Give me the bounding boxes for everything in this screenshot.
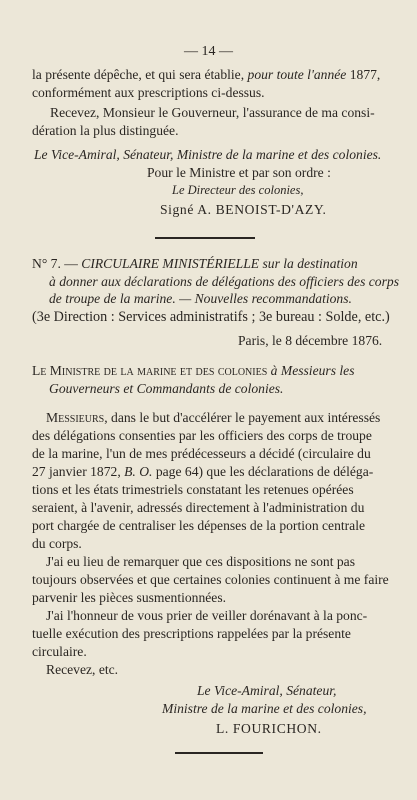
body-line: toujours observées et que certaines colonies continuent à me faire xyxy=(32,572,389,587)
circular-heading: N° 7. — CIRCULAIRE MINISTÉRIELLE sur la destination xyxy=(32,256,358,271)
date-line: Paris, le 8 décembre 1876. xyxy=(238,333,383,348)
body-line: J'ai l'honneur de vous prier de veiller dorénavant à la ponc- xyxy=(46,608,368,623)
body-line: du corps. xyxy=(32,536,82,551)
final-signature-title: Le Vice-Amiral, Sénateur, xyxy=(197,683,337,698)
body-line: parvenir les pièces susmentionnées. xyxy=(32,590,227,605)
section-divider xyxy=(155,237,255,239)
body-line: tuelle exécution des prescriptions rappelées par la présente xyxy=(32,626,351,641)
page-number: — 14 — xyxy=(184,44,233,59)
body-line: des délégations consenties par les officiers des corps de troupe xyxy=(32,428,372,443)
body-line: J'ai eu lieu de remarquer que ces dispositions ne sont pas xyxy=(46,554,355,569)
body-line: 27 janvier 1872, B. O. page 64) que les déclarations de déléga- xyxy=(32,464,374,479)
body-line: port chargée de centraliser les dépenses de la portion centrale xyxy=(32,518,366,533)
closing-line: Recevez, etc. xyxy=(46,662,119,677)
body-line: circulaire. xyxy=(32,644,87,659)
circular-heading-line: de troupe de la marine. — Nouvelles recommandations. xyxy=(49,291,352,306)
addressee-line: Gouverneurs et Commandants de colonies. xyxy=(49,381,284,396)
addressee-line: Le Ministre de la marine et des colonies à Messieurs les xyxy=(32,363,355,378)
final-signature-ministry: Ministre de la marine et des colonies, xyxy=(162,701,367,716)
text-line: Recevez, Monsieur le Gouverneur, l'assurance de ma consi- xyxy=(50,105,375,120)
text-line: conformément aux prescriptions ci-dessus. xyxy=(32,85,265,100)
signature-name: Signé A. BENOIST-D'AZY. xyxy=(160,202,327,217)
signature-line: Le Vice-Amiral, Sénateur, Ministre de la marine et des colonies. xyxy=(34,147,382,162)
circular-heading-line: à donner aux déclarations de délégations des officiers des corps xyxy=(49,274,399,289)
signature-order: Pour le Ministre et par son ordre : xyxy=(147,165,331,180)
direction-line: (3e Direction : Services administratifs ; 3e bureau : Solde, etc.) xyxy=(32,309,390,325)
text-line: dération la plus distinguée. xyxy=(32,123,179,138)
body-line: Messieurs, dans le but d'accélérer le payement aux intéressés xyxy=(46,410,381,425)
body-line: seraient, à l'avenir, adressés directement à l'administration du xyxy=(32,500,365,515)
body-line: de la marine, l'un de mes prédécesseurs a décidé (circulaire du xyxy=(32,446,371,461)
body-line: tions et les états trimestriels constatant les retenues opérées xyxy=(32,482,354,497)
final-signature-name: L. FOURICHON. xyxy=(216,721,322,736)
text-line: la présente dépêche, et qui sera établie, pour toute l'année 1877, xyxy=(32,67,381,82)
section-divider xyxy=(175,752,263,754)
signature-director: Le Directeur des colonies, xyxy=(172,183,304,197)
